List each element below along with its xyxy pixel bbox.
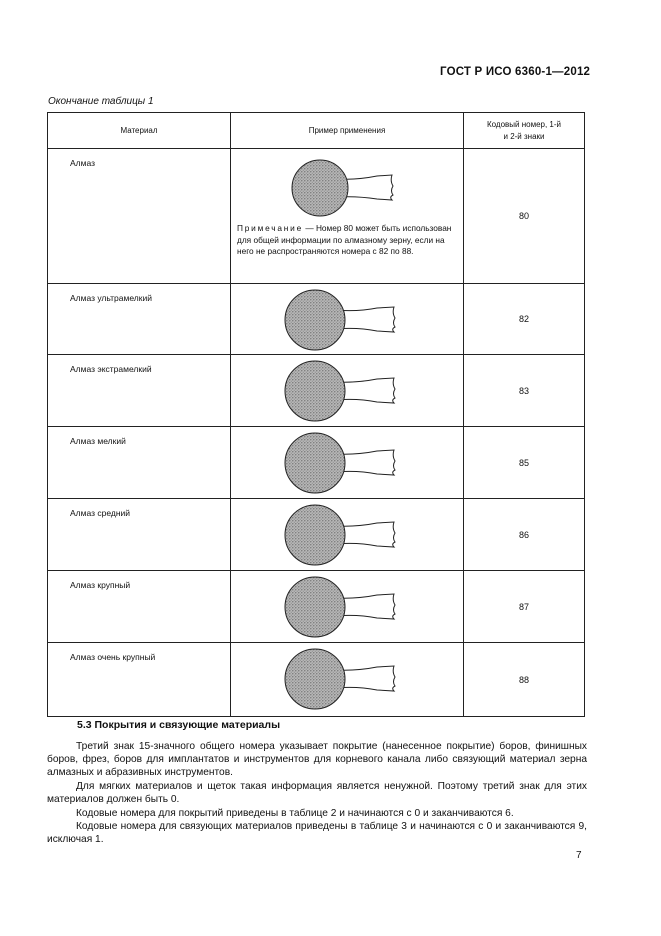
- paragraph: Кодовые номера для покрытий приведены в таблице 2 и начинаются с 0 и заканчиваются 6.: [76, 808, 514, 819]
- bur-illustration: [277, 643, 417, 713]
- table-row: [48, 355, 585, 427]
- bur-illustration: [277, 153, 417, 223]
- code-cell: 87: [464, 571, 585, 643]
- bur-illustration: [277, 571, 417, 641]
- material-cell: Алмаз средний: [48, 499, 231, 571]
- code-cell: 85: [464, 427, 585, 499]
- code-cell: 86: [464, 499, 585, 571]
- column-header-material: Материал: [48, 113, 231, 149]
- column-header-code-text: Кодовый номер, 1-й и 2-й знаки: [486, 119, 562, 141]
- paragraph: Кодовые номера для связующих материалов приведены в таблице 3 и начинаются с 0 и заканчиваются 9, исключая 1.: [47, 821, 587, 846]
- table-header-row: [48, 113, 585, 149]
- material-cell: Алмаз мелкий: [48, 427, 231, 499]
- table-row: [48, 643, 585, 717]
- material-cell: Алмаз очень крупный: [48, 643, 231, 717]
- table-row: [48, 427, 585, 499]
- page-number: 7: [576, 850, 582, 861]
- example-cell: [231, 284, 464, 355]
- code-cell: 82: [464, 284, 585, 355]
- table-row: [48, 571, 585, 643]
- bur-illustration: [277, 355, 417, 425]
- table-row: [48, 499, 585, 571]
- document-id: ГОСТ Р ИСО 6360-1—2012: [440, 66, 591, 78]
- table-row: [48, 284, 585, 355]
- example-cell: [231, 355, 464, 427]
- bur-illustration: [277, 427, 417, 497]
- example-cell: [231, 643, 464, 717]
- table-note: [237, 223, 457, 258]
- bur-illustration: [277, 284, 417, 354]
- bur-illustration: [277, 499, 417, 569]
- paragraph: Для мягких материалов и щеток такая информация является ненужной. Поэтому третий знак для этих материалов должен быть 0.: [47, 781, 587, 806]
- material-cell: Алмаз крупный: [48, 571, 231, 643]
- example-cell: [231, 149, 464, 284]
- material-cell: Алмаз ультрамелкий: [48, 284, 231, 355]
- material-cell: Алмаз: [48, 149, 231, 284]
- section-heading: 5.3 Покрытия и связующие материалы: [77, 719, 281, 731]
- table-row: [48, 149, 585, 284]
- code-cell: 80: [464, 149, 585, 284]
- note-text: — Номер 80 может быть использован для общей информации по алмазному зерну, если на него не распространяются номера с 82 по 88.: [237, 223, 452, 256]
- table-caption: Окончание таблицы 1: [48, 96, 154, 107]
- material-cell: Алмаз экстрамелкий: [48, 355, 231, 427]
- example-cell: [231, 427, 464, 499]
- code-cell: 88: [464, 643, 585, 717]
- paragraph: Третий знак 15-значного общего номера указывает покрытие (нанесенное покрытие) боров, финишных боров, фрез, боров для имплантатов и инструментов для корневого канала либо связующий материал зерна алмазных и абразивных инструментов.: [47, 741, 587, 779]
- materials-table: [47, 112, 585, 717]
- note-lead: Примечание: [237, 223, 304, 233]
- code-cell: 83: [464, 355, 585, 427]
- column-header-code: [464, 113, 585, 149]
- example-cell: [231, 499, 464, 571]
- example-cell: [231, 571, 464, 643]
- column-header-example: Пример применения: [231, 113, 464, 149]
